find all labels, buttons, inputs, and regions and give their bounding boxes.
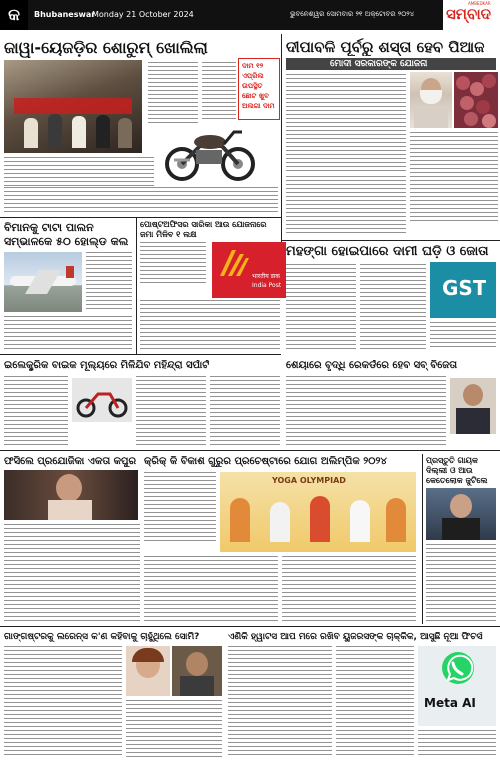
meta-text-col2 xyxy=(336,646,414,758)
india-post-emblem-icon xyxy=(216,246,250,280)
yoga-banner: YOGA OLYMPIAD xyxy=(272,476,346,485)
gang-text-col1 xyxy=(4,646,122,758)
row-divider-right xyxy=(282,240,500,241)
showroom-photo xyxy=(4,60,142,153)
yoga-text-col2 xyxy=(144,556,278,622)
logo-tagline: AMBEDKAR xyxy=(468,1,491,6)
gang-text-col2 xyxy=(126,700,222,758)
meta-text-col1 xyxy=(228,646,332,758)
ekta-headline: ଫସିଲେ ପ୍ରଯୋଜିକା ଏକତା କପୁର xyxy=(4,456,137,467)
meta-headline: ଏଣିକି ହ୍ୱାଟସ ଆପ ମରେ ରଖିବ ୟୁଜରସଙ୍କ ଚାକ୍କିକ, ଆସୁଛି ନୂଆ ଫିଚର୍ସ xyxy=(228,632,483,642)
column-divider xyxy=(281,34,282,266)
right-headline: ପ୍ରସ୍ତୁତି ଗାୟକ ଦିଲ୍ଲୀ ଓ ଆଉ କେତେଲୋକ ଜୁଟିଲେ xyxy=(426,456,488,485)
gangster-photo xyxy=(172,646,222,696)
post-text-col2 xyxy=(140,300,280,352)
diwali-headline: ଦୀପାବଳି ପୂର୍ବରୁ ଶସ୍ତା ହେବ ପିଆଜ xyxy=(286,38,485,56)
bottom-divider xyxy=(0,626,500,627)
yoga-text-col1 xyxy=(144,472,216,542)
row-divider xyxy=(0,217,281,218)
ebike-text-col3 xyxy=(210,376,280,446)
post-row-divider xyxy=(0,354,281,355)
ebike-text-col2 xyxy=(136,376,206,446)
gst-text-col2 xyxy=(360,264,426,350)
singer-photo xyxy=(426,488,496,540)
share-headline: ଶେୟାରେ ବୃଦ୍ଧି ରେକର୍ଡରେ ହେବ ସବ୍ ବିଜେତା xyxy=(286,360,458,371)
tata-divider xyxy=(136,218,137,354)
masthead-date: Monday 21 October 2024 xyxy=(92,10,194,19)
tata-headline: ବିମାନକୁ ଟାଟା ପାଲନ xyxy=(4,221,94,234)
newspaper-logo: ସମ୍ବାଦ xyxy=(446,5,491,23)
yoga-headline: କ୍ରିକ୍ କି ବିକାଶ ଗୁରୁର ପ୍ରଚେଷ୍ଟାରେ ଯୋଗ ଅଲିମ୍ପିକ ୨୦୨୪ xyxy=(144,456,387,467)
india-post-hindi: भारतीय डाक xyxy=(252,273,280,280)
modi-photo xyxy=(410,72,452,128)
ekta-text-col xyxy=(4,524,140,622)
motorcycle-image xyxy=(160,120,260,182)
share-text-col1 xyxy=(286,376,446,446)
gang-headline: ଗାଙ୍ଗଷ୍ଟରକୁ ଲରେନ୍ସ କ'ଣ କହିବାକୁ ଚାହୁଁଥିଲେ ସୋମି? xyxy=(4,632,200,642)
adani-photo xyxy=(450,378,496,434)
gst-label: GST xyxy=(442,276,487,300)
right-text-col xyxy=(426,544,496,622)
jawa-text-col2 xyxy=(202,62,236,122)
ebike-headline: ଇଲେକ୍ଟ୍ରିକ ବାଇକ ମୂଲ୍ୟରେ ମିଳିଯିବ ମହିନ୍ଦ୍ରା ସର୍ପାର୍ଟ xyxy=(4,360,210,371)
post-text-col xyxy=(140,242,206,286)
diwali-text-col1 xyxy=(286,74,406,174)
page-number-badge: କ xyxy=(0,0,28,30)
post-headline: ପୋଷ୍ଟଅଫିସର ସାରିକା ଆଉ ଯୋଜନାରେ ଜମା ମିଳିବ ୧ ଲକ୍ଷ xyxy=(140,220,267,239)
diwali-text-col2 xyxy=(410,132,498,222)
modi-strip-text: ମୋଦୀ ସରକାରଙ୍କ ଯୋଜନା xyxy=(330,59,428,69)
gst-text-col1 xyxy=(286,264,356,350)
jawa-callout-l1: ଦାମ ୧୨ xyxy=(242,62,264,70)
gst-headline: ମହଙ୍ଗା ହୋଇପାରେ ଦାମୀ ଘଡ଼ି ଓ ଜୋତା xyxy=(286,244,489,259)
tata-text-col1 xyxy=(86,252,132,312)
ekta-photo xyxy=(4,470,138,520)
yoga-text-col3 xyxy=(282,556,416,622)
jawa-callout-l3: ଉପସ୍ଥିତ xyxy=(242,82,263,90)
tata-text-col2 xyxy=(4,316,132,352)
airplane-photo xyxy=(4,252,82,312)
whatsapp-icon xyxy=(440,650,476,686)
meta-ai-label: Meta AI xyxy=(424,696,476,710)
jawa-callout-l4: ଛୋଟ ଖୁବ xyxy=(242,92,269,100)
gst-text-col3 xyxy=(430,322,496,350)
diwali-text-col1b xyxy=(286,176,406,236)
tata-subhead: ସମ୍ଭାଳକେ ୫୦ ହୋଲ୍ଡ କଲ xyxy=(4,235,129,248)
jawa-callout-l2: ଏପ୍ରିଲ xyxy=(242,72,264,80)
jawa-headline: ଜାୱା-ୟେଜଡ଼ିର ଶୋରୁମ୍ ଖୋଲିଲା xyxy=(4,38,208,57)
meta-text-col3 xyxy=(418,730,496,758)
mid-divider xyxy=(0,450,500,451)
jawa-text-col1 xyxy=(148,62,198,124)
masthead-right-meta: ଭୁବନେଶ୍ୱର ସୋମବାର ୨୧ ଅକ୍ଟୋବର ୨୦୨୪ xyxy=(290,10,415,18)
actress-photo xyxy=(126,646,170,696)
india-post-english: India Post xyxy=(252,282,282,289)
onion-photo xyxy=(454,72,498,128)
masthead-city: Bhubaneswar xyxy=(34,10,96,19)
jawa-callout-l5: ଅଲଗା ଦାମ xyxy=(242,102,275,110)
jawa-text-bottom xyxy=(4,187,278,215)
jawa-text-left xyxy=(4,157,154,187)
ebike-text-col1 xyxy=(4,376,68,446)
ebike-photo xyxy=(72,378,132,422)
yoga-photo xyxy=(220,472,416,552)
